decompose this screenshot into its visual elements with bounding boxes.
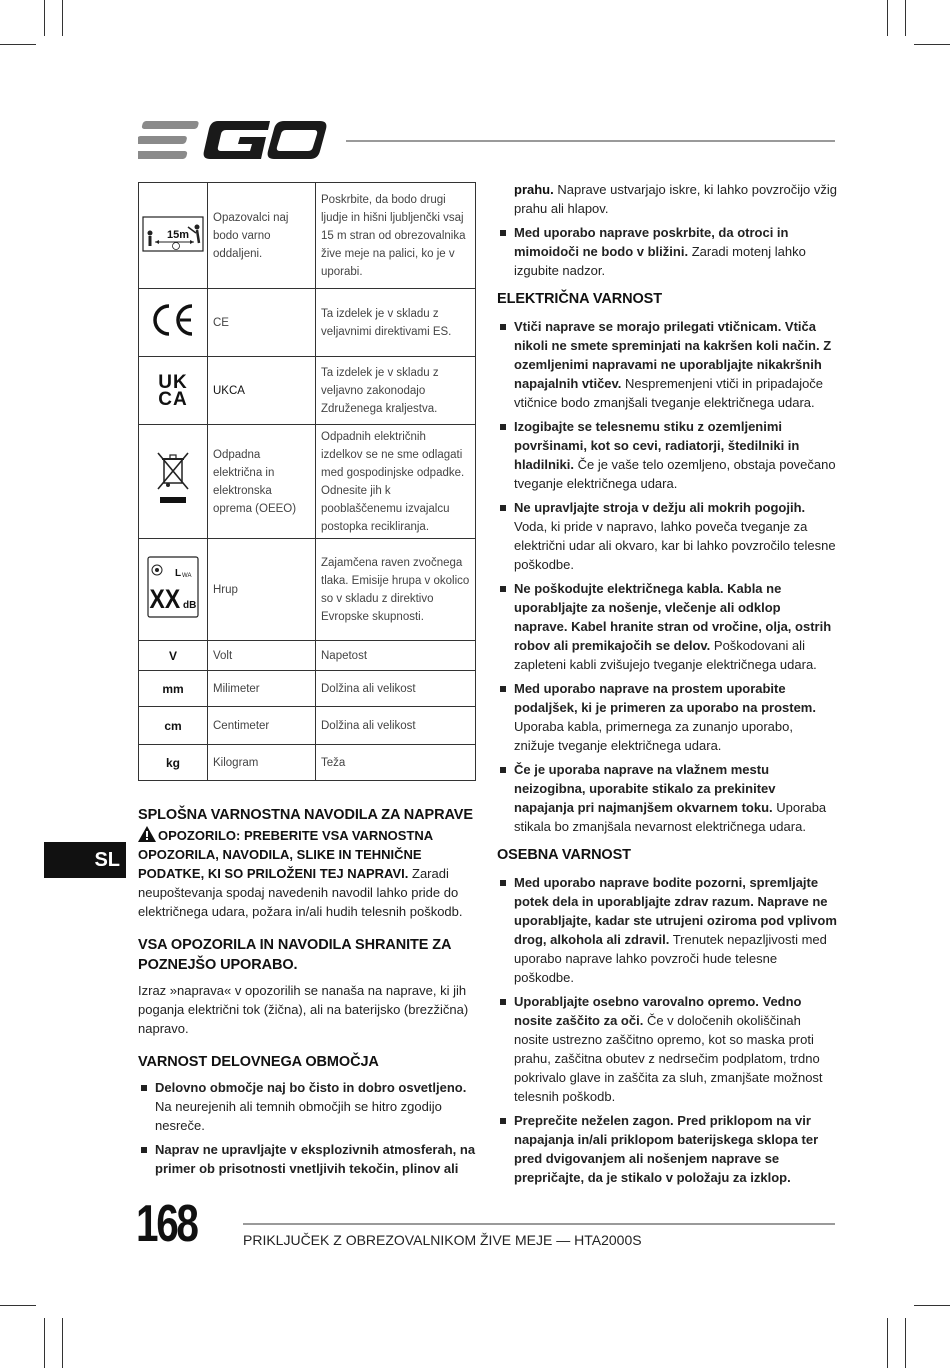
symbol-cell <box>139 183 208 289</box>
item-bold: Delovno območje naj bo čisto in dobro osvetljeno. <box>155 1080 467 1095</box>
list-item <box>497 1111 837 1187</box>
item-bold: prahu. <box>514 182 554 197</box>
personal-safety-list <box>497 873 837 1187</box>
item-bold: Preprečite neželen zagon. Pred priklopom na vir napajanja in/ali priklopom baterijskega sklopa ter pred dvigovanjem ali nošenjem naprave se prepričajte, da je stikalo v položaju za izklop. <box>514 1113 819 1185</box>
symbol-cell <box>139 539 208 641</box>
unit-name: Kilogram <box>208 745 316 781</box>
work-area-list-continued <box>497 223 837 280</box>
symbol-description: Zajamčena raven zvočnega tlaka. Emisije hrupa v okolico so v skladu z direktivo Evropske skupnosti. <box>316 539 476 641</box>
symbol-cell <box>139 357 208 425</box>
unit-description: Teža <box>316 745 476 781</box>
header-rule <box>346 140 835 142</box>
item-bold: Med uporabo naprave na prostem uporabite podaljšek, ki je primeren za uporabo na prostem. <box>514 681 816 715</box>
crop-mark <box>914 1305 950 1306</box>
item-bold: Naprav ne upravljajte v eksplozivnih atmosferah, na primer ob prisotnosti vnetljivih tekočin, plinov ali <box>155 1142 476 1176</box>
crop-mark <box>0 1305 36 1306</box>
section-heading: OSEBNA VARNOST <box>497 847 631 863</box>
list-item <box>138 1140 476 1178</box>
symbol-name: Odpadna električna in elektronska oprema (OEEO) <box>208 425 316 539</box>
unit-description: Dolžina ali velikost <box>316 707 476 745</box>
warning-bold-text: OPOZORILO: PREBERITE VSA VARNOSTNA OPOZORILA, NAVODILA, SLIKE IN TEHNIČNE PODATKE, KI SO PRILOŽENI TEJ NAPRAVI. <box>138 828 433 881</box>
list-item <box>497 417 837 493</box>
item-text: Če v določenih okoliščinah nosite ustrezno zaščitno opremo, kot so maska proti prahu, zaščitna obutev z nedrsečim podplatom, trdno pokrivalo glave in zaščita za sluh, zmanjšate možnost telesnih poškodb. <box>514 1013 823 1104</box>
unit-symbol: cm <box>139 707 208 745</box>
noise-unit: dB <box>183 600 197 611</box>
language-tab: SL <box>44 842 126 878</box>
list-item <box>138 1078 476 1135</box>
list-item <box>497 679 837 755</box>
symbol-description: Odpadnih električnih izdelkov se ne sme odlagati med gospodinjske odpadke. Odnesite jih k pooblaščenemu izvajalcu postopka recikliranja. <box>316 425 476 539</box>
symbol-name: CE <box>208 289 316 357</box>
distance-label: 15m <box>167 229 190 241</box>
item-bold: Vtiči naprave se morajo prilegati vtičnicam. Vtiča nikoli ne smete spreminjati na kakršen koli način. Z ozemljenimi napravami ne uporabljajte nikakršnih napajalnih vtičev. <box>514 319 832 391</box>
item-text: Poškodovani ali zapleteni kabli zvišujejo tveganje električnega udara. <box>514 638 817 672</box>
item-text: Uporaba kabla, primernega za zunanjo uporabo, znižuje tveganje električnega udara. <box>514 719 793 753</box>
left-column <box>138 805 476 1183</box>
list-item <box>497 873 837 987</box>
item-text: Na neurejenih ali temnih območjih se hitro zgodijo nesreče. <box>155 1099 442 1133</box>
term-paragraph: Izraz »naprava« v opozorilih se nanaša na naprave, ki jih poganja električni tok (žična), ali na baterijsko (brezžična) napravo. <box>138 983 469 1036</box>
section-heading: VSA OPOZORILA IN NAVODILA SHRANITE ZA POZNEJŠO UPORABO. <box>138 937 451 973</box>
ce-mark-icon <box>150 303 196 337</box>
item-bold: Med uporabo naprave bodite pozorni, spremljajte potek dela in uporabljajte zdrav razum. Naprave ne uporabljajte, kadar ste utrujeni oziroma pod vplivom drog, alkohola ali zdravil. <box>514 875 837 947</box>
symbol-cell <box>139 425 208 539</box>
item-bold: Uporabljajte osebno varovalno opremo. Vedno nosite zaščito za oči. <box>514 994 802 1028</box>
crop-mark <box>44 0 45 36</box>
bystander-distance-icon <box>142 213 204 253</box>
item-bold: Če je uporaba naprave na vlažnem mestu neizogibna, uporabite stikalo za prekinitev napajanja pri najmanjšem okvarnem toku. <box>514 762 776 815</box>
item-text: Naprave ustvarjajo iskre, ki lahko povzročijo vžig prahu ali hlapov. <box>514 182 837 216</box>
list-item <box>497 992 837 1106</box>
unit-description: Dolžina ali velikost <box>316 671 476 707</box>
item-bold: Izogibajte se telesnemu stiku z ozemljenimi površinami, kot so cevi, radiatorji, štedilniki in hladilniki. <box>514 419 800 472</box>
item-bold: Ne upravljajte stroja v dežju ali mokrih pogojih. <box>514 500 806 515</box>
unit-symbol: V <box>139 641 208 671</box>
list-item <box>497 579 837 674</box>
crossed-bin-icon <box>155 451 191 507</box>
continued-paragraph <box>497 180 837 218</box>
list-item <box>497 317 837 412</box>
electrical-safety-list <box>497 317 837 836</box>
item-bold: Med uporabo naprave poskrbite, da otroci in mimoidoči ne bodo v bližini. <box>514 225 789 259</box>
unit-description: Napetost <box>316 641 476 671</box>
unit-symbol: mm <box>139 671 208 707</box>
ego-logo <box>138 118 328 162</box>
crop-mark <box>887 0 888 36</box>
item-bold: Ne poškodujte električnega kabla. Kabla ne uporabljajte za nošenje, vlečenje ali odklop naprave. Kabel hranite stran od vročine, olja, ostrih robov ali premikajočih se delov. <box>514 581 832 653</box>
ukca-mark-icon <box>139 371 207 410</box>
symbol-description: Ta izdelek je v skladu z veljavno zakonodajo Združenega kraljestva. <box>316 357 476 425</box>
symbols-table <box>138 182 476 781</box>
crop-mark <box>0 44 36 45</box>
symbol-name: UKCA <box>208 357 316 425</box>
unit-name: Centimeter <box>208 707 316 745</box>
noise-symbol: XX <box>149 584 181 615</box>
item-text: Če je vaše telo ozemljeno, obstaja povečano tveganje električnega udara. <box>514 457 836 491</box>
item-text: Uporaba stikala bo zmanjšala nevarnost električnega udara. <box>514 800 827 834</box>
crop-mark <box>887 1318 888 1368</box>
warning-paragraph <box>138 826 476 921</box>
footer-title: PRIKLJUČEK Z OBREZOVALNIKOM ŽIVE MEJE — HTA2000S <box>243 1232 642 1248</box>
right-column <box>497 180 837 1192</box>
symbol-description: Ta izdelek je v skladu z veljavnimi direktivami ES. <box>316 289 476 357</box>
svg-text:WA: WA <box>182 573 192 579</box>
unit-name: Milimeter <box>208 671 316 707</box>
symbol-cell <box>139 289 208 357</box>
crop-mark <box>905 0 906 36</box>
symbol-name: Opazovalci naj bodo varno oddaljeni. <box>208 183 316 289</box>
unit-symbol: kg <box>139 745 208 781</box>
list-item <box>497 223 837 280</box>
item-text: Zaradi motenj lahko izgubite nadzor. <box>514 244 806 278</box>
list-item <box>497 498 837 574</box>
crop-mark <box>914 44 950 45</box>
section-heading: VARNOST DELOVNEGA OBMOČJA <box>138 1054 379 1070</box>
list-item <box>497 760 837 836</box>
ukca-line-2: CA <box>158 388 188 410</box>
section-heading: ELEKTRIČNA VARNOST <box>497 291 662 307</box>
noise-level-icon <box>147 556 199 618</box>
crop-mark <box>44 1318 45 1368</box>
crop-mark <box>62 0 63 36</box>
item-text: Nespremenjeni vtiči in pripadajoče vtičnice bodo zmanjšali tveganje električnega udara. <box>514 376 824 410</box>
symbol-description: Poskrbite, da bodo drugi ljudje in hišni ljubljenčki vsaj 15 m stran od obrezovalnika žive meje na palici, ko je v uporabi. <box>316 183 476 289</box>
svg-text:L: L <box>175 568 182 579</box>
crop-mark <box>62 1318 63 1368</box>
ukca-line-1: UK <box>158 371 188 393</box>
symbol-name: Hrup <box>208 539 316 641</box>
footer-rule <box>243 1223 835 1225</box>
work-area-list <box>138 1078 476 1178</box>
warning-text: Zaradi neupoštevanja spodaj navedenih navodil lahko pride do električnega udara, požara in/ali hudih telesnih poškodb. <box>138 866 463 919</box>
warning-triangle-icon <box>138 826 156 842</box>
item-text: Voda, ki pride v napravo, lahko poveča tveganje za električni udar ali okvaro, kar bi lahko povzročilo telesne poškodbe. <box>514 519 836 572</box>
section-heading: SPLOŠNA VARNOSTNA NAVODILA ZA NAPRAVE <box>138 807 473 823</box>
page-number: 168 <box>136 1195 197 1253</box>
crop-mark <box>905 1318 906 1368</box>
item-text: Trenutek nepazljivosti med uporabo naprave lahko povzroči hude telesne poškodbe. <box>514 932 827 985</box>
unit-name: Volt <box>208 641 316 671</box>
